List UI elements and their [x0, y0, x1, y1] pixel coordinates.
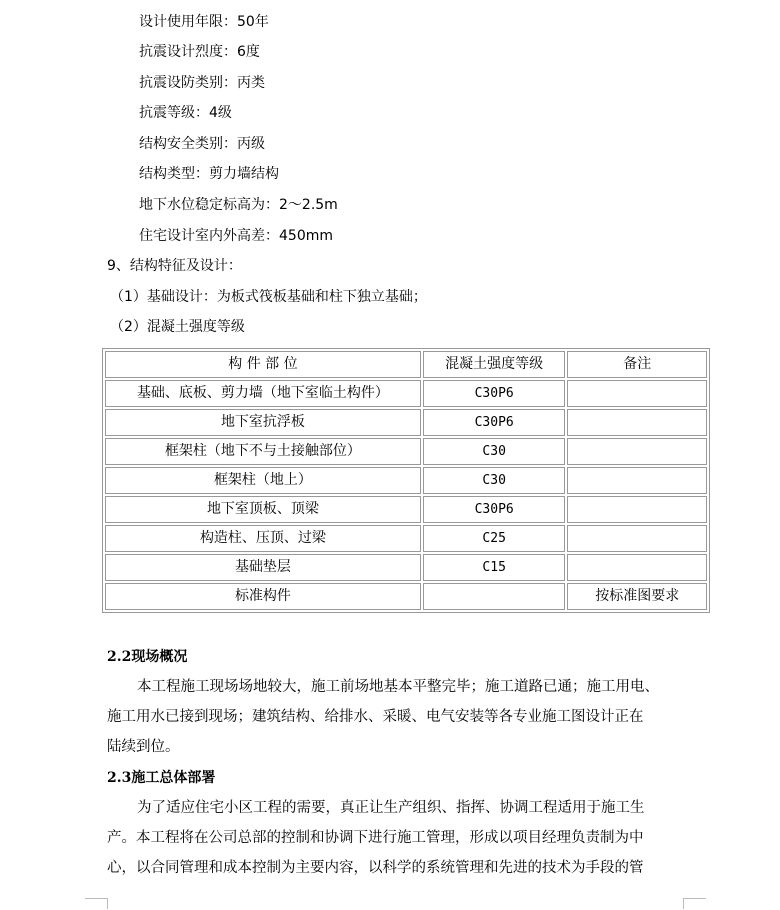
- cell-strength: C30P6: [423, 380, 566, 407]
- paragraph-line: 施工用水已接到现场；建筑结构、给排水、采暖、电气安装等各专业施工图设计正在: [107, 709, 644, 725]
- cell-component: 标准构件: [105, 583, 421, 610]
- paragraph-line: 陆续到位。: [107, 739, 180, 755]
- section-9-item-2: （2）混凝土强度等级: [110, 319, 245, 335]
- cell-strength: [423, 583, 566, 610]
- spec-structure-type: 结构类型：剪力墙结构: [139, 166, 279, 182]
- cell-remarks: [567, 409, 707, 436]
- header-strength: 混凝土强度等级: [423, 351, 566, 378]
- spec-safety-class: 结构安全类别：丙级: [139, 136, 265, 152]
- section-9-item-1: （1）基础设计：为板式筏板基础和柱下独立基础；: [110, 289, 427, 305]
- header-remarks: 备注: [567, 351, 707, 378]
- spec-seismic-grade: 抗震等级：4级: [139, 105, 232, 121]
- cell-strength: C30: [423, 438, 566, 465]
- cell-strength: C30P6: [423, 409, 566, 436]
- section-9-title: 9、结构特征及设计：: [107, 258, 242, 274]
- cell-remarks: [567, 554, 707, 581]
- table-row: [105, 525, 707, 552]
- spec-height-difference: 住宅设计室内外高差：450mm: [139, 228, 333, 244]
- table-header-row: [105, 351, 707, 378]
- cell-strength: C30P6: [423, 496, 566, 523]
- table-row: [105, 438, 707, 465]
- spec-groundwater-level: 地下水位稳定标高为：2～2.5m: [139, 197, 338, 213]
- paragraph-line: 产。本工程将在公司总部的控制和协调下进行施工管理，形成以项目经理负责制为中: [107, 830, 644, 846]
- table-row: [105, 467, 707, 494]
- cell-remarks: [567, 496, 707, 523]
- section-2-3-heading: 2.3施工总体部署: [107, 770, 216, 786]
- concrete-strength-table: [102, 348, 710, 613]
- cell-strength: C15: [423, 554, 566, 581]
- cell-component: 框架柱（地下不与土接触部位）: [105, 438, 421, 465]
- section-2-2-heading: 2.2现场概况: [107, 649, 188, 665]
- paragraph-line: 为了适应住宅小区工程的需要，真正让生产组织、指挥、协调工程适用于施工生: [137, 800, 645, 816]
- table-row: [105, 496, 707, 523]
- spec-seismic-category: 抗震设防类别：丙类: [139, 75, 265, 91]
- cell-remarks: [567, 380, 707, 407]
- cell-remarks: 按标准图要求: [567, 583, 707, 610]
- cell-component: 基础垫层: [105, 554, 421, 581]
- cell-component: 地下室抗浮板: [105, 409, 421, 436]
- cell-component: 构造柱、压顶、过梁: [105, 525, 421, 552]
- cell-component: 基础、底板、剪力墙（地下室临土构件）: [105, 380, 421, 407]
- table-row: [105, 583, 707, 610]
- section-2-3-body: [107, 793, 687, 883]
- spec-design-life: 设计使用年限：50年: [139, 14, 269, 30]
- cell-remarks: [567, 467, 707, 494]
- paragraph-line: 心，以合同管理和成本控制为主要内容，以科学的系统管理和先进的技术为手段的管: [107, 860, 644, 876]
- page-corner-mark-right: [683, 898, 706, 909]
- page-corner-mark-left: [85, 898, 108, 909]
- spec-seismic-intensity: 抗震设计烈度：6度: [139, 44, 260, 60]
- cell-strength: C30: [423, 467, 566, 494]
- cell-component: 地下室顶板、顶梁: [105, 496, 421, 523]
- cell-component: 框架柱（地上）: [105, 467, 421, 494]
- header-component: 构 件 部 位: [105, 351, 421, 378]
- cell-remarks: [567, 525, 707, 552]
- table-row: [105, 409, 707, 436]
- table-row: [105, 554, 707, 581]
- table-row: [105, 380, 707, 407]
- cell-remarks: [567, 438, 707, 465]
- paragraph-line: 本工程施工现场场地较大，施工前场地基本平整完毕；施工道路已通；施工用电、: [137, 679, 659, 695]
- cell-strength: C25: [423, 525, 566, 552]
- section-2-2-body: [107, 672, 687, 762]
